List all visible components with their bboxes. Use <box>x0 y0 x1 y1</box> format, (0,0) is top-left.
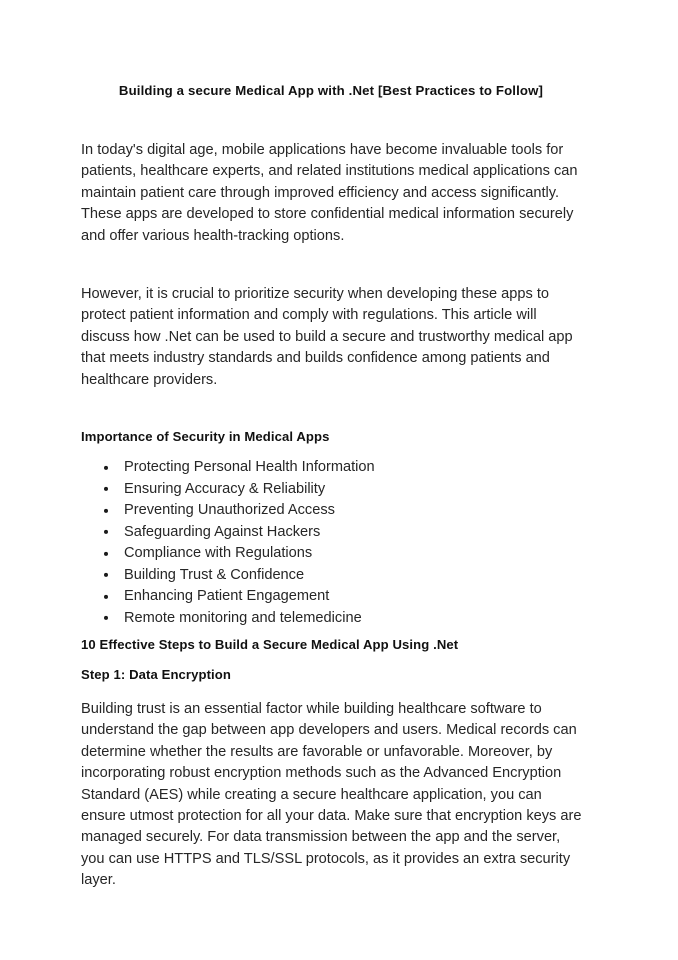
list-item <box>81 586 541 608</box>
list-item-label: Safeguarding Against Hackers <box>124 523 321 540</box>
list-item <box>81 522 541 544</box>
bullet-point-icon <box>104 595 108 599</box>
paragraph-step1-body: Building trust is an essential factor while building healthcare software to understand the gap between app developers and users. Medical records can determine whether the results are favorable or unfavorable. Moreover, by incorporating robust encryption methods such as the Advanced Encryption Standard (AES) while creating a secure healthcare application, you can ensure utmost protection for all your data. Make sure that encryption keys are managed securely. For data transmission between the app and the server, you can use HTTPS and TLS/SSL protocols, as it provides an extra security layer. <box>81 701 582 889</box>
list-item-label: Preventing Unauthorized Access <box>124 502 335 518</box>
list-item-label: Compliance with Regulations <box>124 545 313 561</box>
list-item <box>81 500 541 522</box>
paragraph-intro: In today's digital age, mobile applications have become invaluable tools for patients, healthcare experts, and related institutions medical applications can maintain patient care through improved efficiency and access significantly. These apps are developed to store confidential medical information securely and offer various health-tracking options. <box>81 142 578 244</box>
list-item-label: Enhancing Patient Engagement <box>124 588 330 604</box>
list-item <box>81 543 541 565</box>
bullet-point-icon <box>104 552 108 556</box>
bullet-point-icon <box>104 509 108 513</box>
bullet-point-icon <box>104 487 108 491</box>
list-item <box>81 608 541 630</box>
list-item <box>81 457 541 479</box>
heading-step-1-data-encryption: Step 1: Data Encryption <box>81 667 231 682</box>
page-title: Building a secure Medical App with .Net [Best Practices to Follow] <box>118 83 544 98</box>
heading-effective-steps: 10 Effective Steps to Build a Secure Medical App Using .Net <box>81 637 459 652</box>
list-item-label: Protecting Personal Health Information <box>124 459 375 475</box>
importance-bullet-list <box>81 457 541 629</box>
bullet-point-icon <box>104 616 108 620</box>
bullet-point-icon <box>104 466 108 470</box>
list-item <box>81 565 541 587</box>
paragraph-security-note: However, it is crucial to prioritize security when developing these apps to protect patient information and comply with regulations. This article will discuss how .Net can be used to build a secure and trustworthy medical app that meets industry standards and builds confidence among patients and healthcare providers. <box>81 286 573 388</box>
list-item <box>81 479 541 501</box>
bullet-point-icon <box>104 573 108 577</box>
bullet-point-icon <box>104 530 108 534</box>
list-item-label: Building Trust & Confidence <box>124 566 305 583</box>
list-item-label: Remote monitoring and telemedicine <box>124 609 362 626</box>
heading-importance-of-security: Importance of Security in Medical Apps <box>81 429 330 444</box>
list-item-label: Ensuring Accuracy & Reliability <box>124 480 326 497</box>
